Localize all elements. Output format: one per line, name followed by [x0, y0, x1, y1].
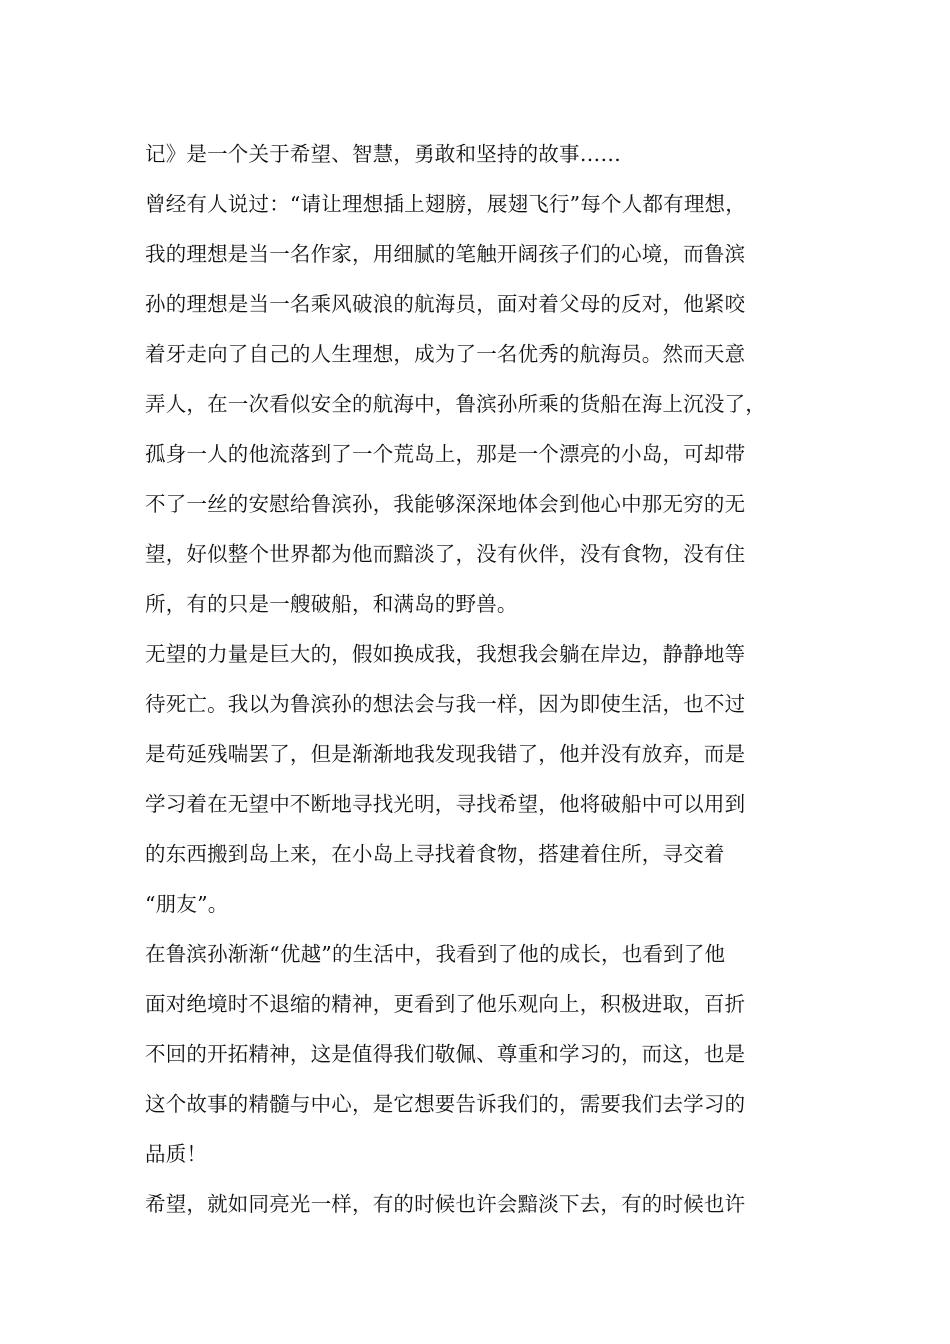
- text-line: 品质！: [145, 1142, 208, 1166]
- text-line: 望，好似整个世界都为他而黯淡了，没有伙伴，没有食物，没有住: [145, 542, 746, 566]
- text-line: 不了一丝的安慰给鲁滨孙，我能够深深地体会到他心中那无穷的无: [145, 492, 746, 516]
- text-line: 无望的力量是巨大的，假如换成我，我想我会躺在岸边，静静地等: [145, 642, 746, 666]
- text-line: 不回的开拓精神，这是值得我们敬佩、尊重和学习的，而这，也是: [145, 1042, 746, 1066]
- text-line: 所，有的只是一艘破船，和满岛的野兽。: [145, 592, 518, 616]
- document-body: [145, 129, 825, 1229]
- text-line: 曾经有人说过：“请让理想插上翅膀，展翅飞行”每个人都有理想，: [145, 192, 746, 216]
- text-line: 孤身一人的他流落到了一个荒岛上，那是一个漂亮的小岛，可却带: [145, 442, 746, 466]
- text-line: 是苟延残喘罢了，但是渐渐地我发现我错了，他并没有放弃，而是: [145, 742, 746, 766]
- text-line: 这个故事的精髓与中心，是它想要告诉我们的，需要我们去学习的: [145, 1092, 746, 1116]
- text-line: 学习着在无望中不断地寻找光明，寻找希望，他将破船中可以用到: [145, 792, 746, 816]
- text-line: 记》是一个关于希望、智慧，勇敢和坚持的故事……: [145, 142, 622, 166]
- text-line: “朋友”。: [145, 892, 229, 916]
- text-line: 孙的理想是当一名乘风破浪的航海员，面对着父母的反对，他紧咬: [145, 292, 746, 316]
- text-line: 着牙走向了自己的人生理想，成为了一名优秀的航海员。然而天意: [145, 342, 746, 366]
- text-line: 待死亡。我以为鲁滨孙的想法会与我一样，因为即使生活，也不过: [145, 692, 746, 716]
- text-line: 弄人，在一次看似安全的航海中，鲁滨孙所乘的货船在海上沉没了，: [145, 392, 766, 416]
- text-line: 希望，就如同亮光一样，有的时候也许会黯淡下去，有的时候也许: [145, 1192, 746, 1216]
- text-line: 面对绝境时不退缩的精神，更看到了他乐观向上，积极进取，百折: [145, 992, 746, 1016]
- text-line: 在鲁滨孙渐渐“优越”的生活中，我看到了他的成长，也看到了他: [145, 942, 726, 966]
- text-line: 我的理想是当一名作家，用细腻的笔触开阔孩子们的心境，而鲁滨: [145, 242, 746, 266]
- text-line: 的东西搬到岛上来，在小岛上寻找着食物，搭建着住所，寻交着: [145, 842, 725, 866]
